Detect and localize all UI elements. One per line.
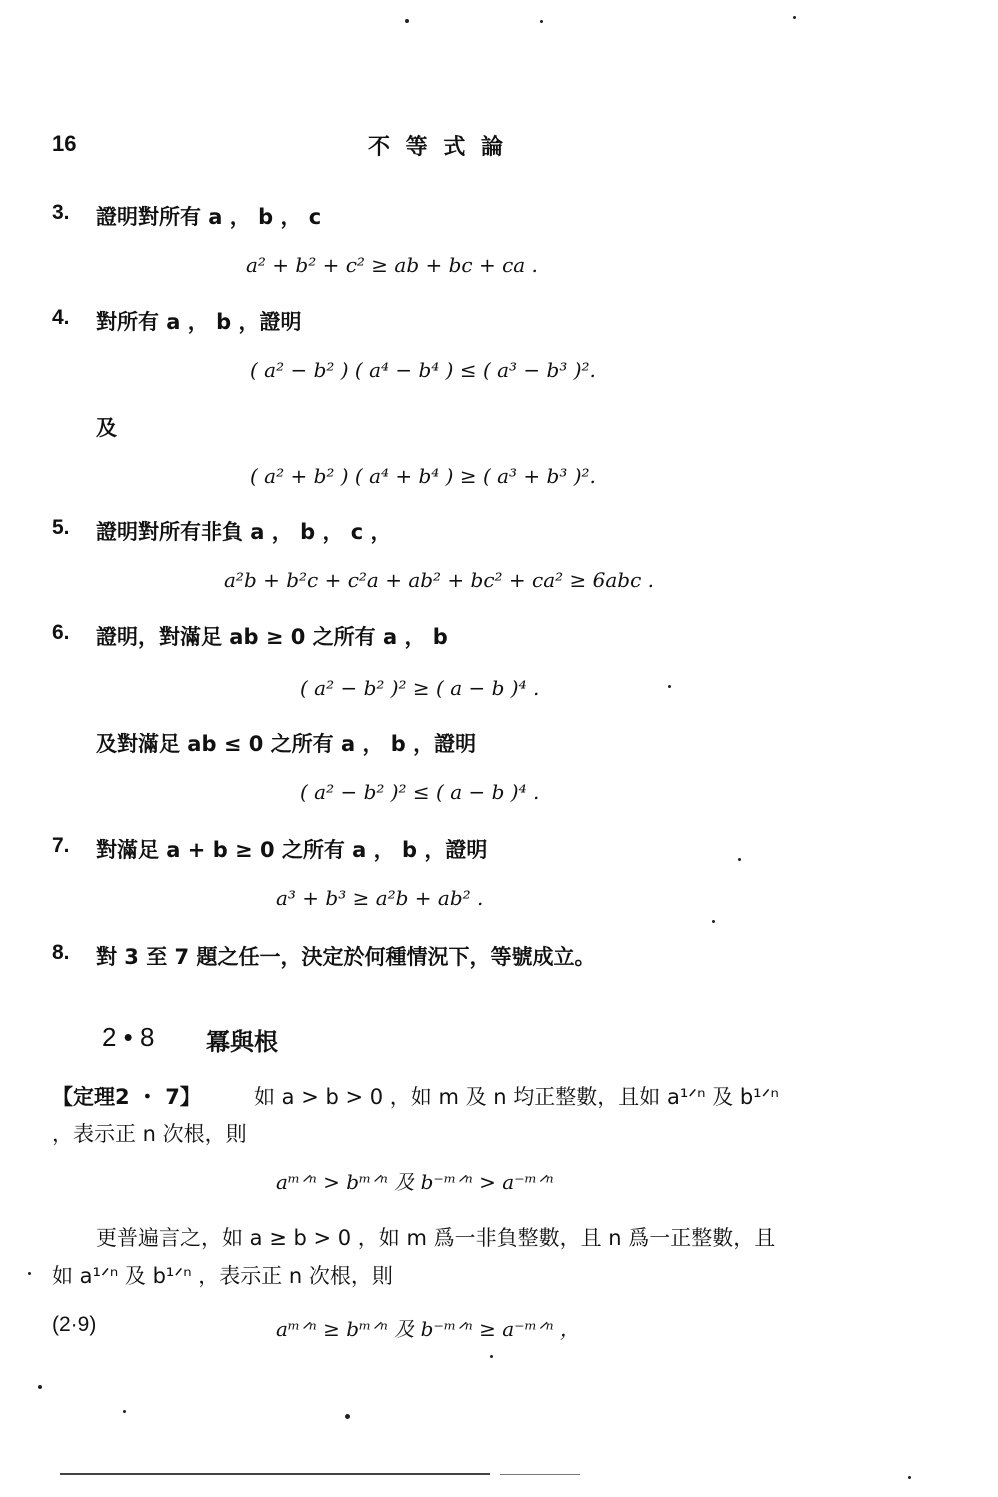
formula: ( a² + b² ) ( a⁴ + b⁴ ) ≥ ( a³ + b³ )².	[250, 464, 596, 488]
scan-edge-line	[500, 1474, 580, 1475]
formula: a²b + b²c + c²a + ab² + bc² + ca² ≥ 6abc .	[224, 568, 655, 592]
scan-speck	[668, 685, 671, 688]
exercise-number: 3.	[52, 201, 70, 224]
exercise-number: 8.	[52, 941, 70, 964]
connector-text: 及	[96, 416, 117, 440]
scan-speck	[712, 920, 715, 923]
exercise-text: 對 3 至 7 題之任一，決定於何種情況下，等號成立。	[96, 945, 596, 969]
formula: aᵐᐟⁿ > bᵐᐟⁿ 及 b⁻ᵐᐟⁿ > a⁻ᵐᐟⁿ	[276, 1170, 554, 1194]
scan-speck	[540, 20, 543, 23]
exercise-text: 對滿足 a + b ≥ 0 之所有 a ， b ，證明	[96, 838, 488, 862]
scan-speck	[490, 1355, 493, 1358]
exercise-text: 證明，對滿足 ab ≥ 0 之所有 a ， b	[96, 625, 448, 649]
theorem-text: 如 a > b > 0 ，如 m 及 n 均正整數，且如 a¹ᐟⁿ 及 b¹ᐟⁿ	[254, 1085, 779, 1109]
paragraph-line: 更普遍言之，如 a ≥ b > 0 ，如 m 爲一非負整數，且 n 爲一正整數，且	[96, 1226, 776, 1250]
scan-speck	[908, 1476, 911, 1479]
scan-speck	[405, 19, 409, 23]
exercise-number: 4.	[52, 306, 70, 329]
exercise-number: 7.	[52, 834, 70, 857]
exercise-text: 證明對所有 a ， b ， c	[96, 205, 322, 229]
formula: ( a² − b² ) ( a⁴ − b⁴ ) ≤ ( a³ − b³ )².	[250, 358, 596, 382]
scan-edge-line	[60, 1473, 490, 1475]
page-number: 16	[52, 131, 77, 156]
section-number: 2 • 8	[102, 1022, 155, 1052]
exercise-number: 6.	[52, 621, 70, 644]
scan-speck	[123, 1410, 126, 1413]
section-title: 冪與根	[206, 1028, 278, 1056]
formula: a² + b² + c² ≥ ab + bc + ca .	[246, 253, 538, 277]
theorem-label: 【定理2 ・ 7】	[52, 1085, 201, 1109]
scan-speck	[28, 1272, 31, 1275]
scan-speck	[38, 1385, 42, 1389]
theorem-text: ，表示正 n 次根，則	[52, 1122, 247, 1146]
exercise-text: 對所有 a ， b ，證明	[96, 310, 302, 334]
formula: ( a² − b² )² ≤ ( a − b )⁴ .	[300, 780, 540, 804]
equation-label: (2·9)	[52, 1313, 97, 1336]
exercise-text: 證明對所有非負 a ， b ， c ，	[96, 520, 392, 544]
paragraph-line: 如 a¹ᐟⁿ 及 b¹ᐟⁿ ，表示正 n 次根，則	[52, 1264, 393, 1288]
scan-speck	[345, 1414, 350, 1419]
formula: aᵐᐟⁿ ≥ bᵐᐟⁿ 及 b⁻ᵐᐟⁿ ≥ a⁻ᵐᐟⁿ ，	[276, 1317, 580, 1341]
scan-speck	[793, 16, 796, 19]
scan-speck	[738, 858, 741, 861]
running-title: 不 等 式 論	[368, 135, 507, 160]
formula: a³ + b³ ≥ a²b + ab² .	[276, 886, 484, 910]
exercise-text: 及對滿足 ab ≤ 0 之所有 a ， b ，證明	[96, 732, 477, 756]
exercise-number: 5.	[52, 516, 70, 539]
formula: ( a² − b² )² ≥ ( a − b )⁴ .	[300, 676, 540, 700]
